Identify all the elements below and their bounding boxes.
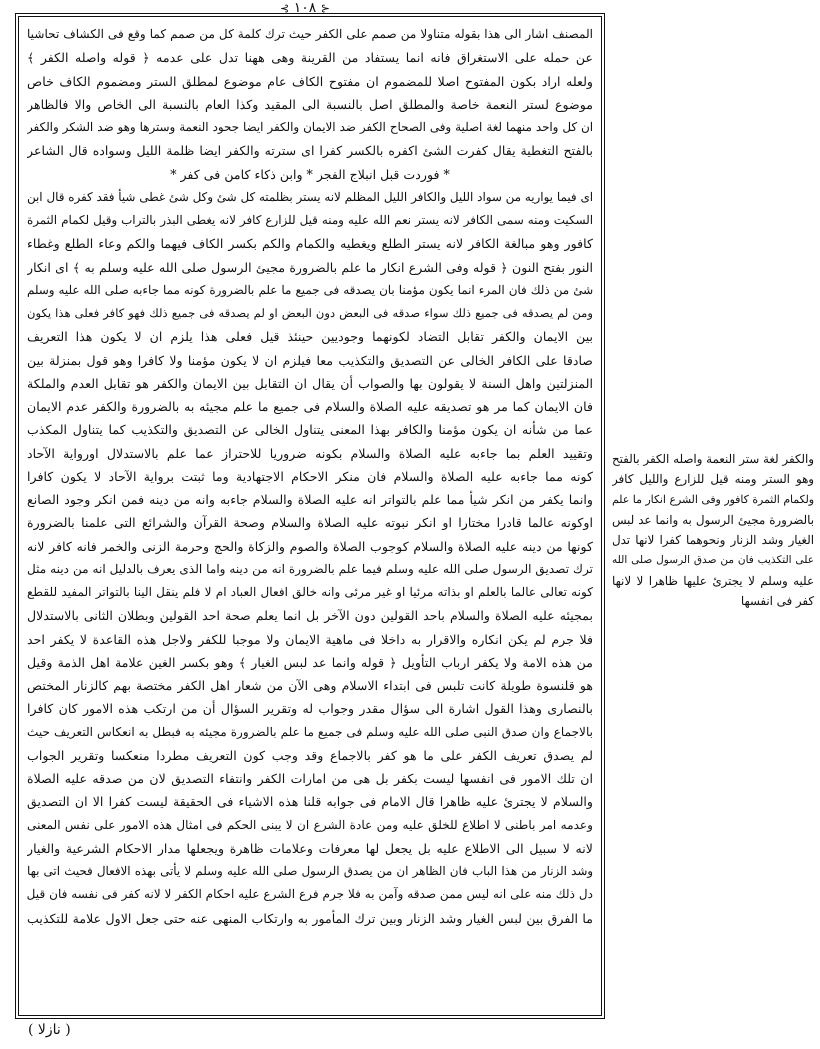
text-line: شئ من ذلك فان المرء انما يكون مؤمنا بان يصدقه فى جميع ما علم بالضرورة كونه مما جاءبه صلى الله عليه وسلم: [27, 282, 593, 297]
text-line: فلا جرم لم يكن انكاره والاقرار به داخلا فى ماهية الايمان ولا موجبا للكفر ولاجل هذه القاعدة لا يكفر احد: [27, 631, 593, 647]
text-line: بالفتح التغطية يقال كفرت الشئ اكفره بالكسر كفرا اى سترته والكفر ايضا ظلمة الليل وسواده قال الشاعر: [27, 143, 593, 159]
margin-line: الغيار وشد الزنار ونحوهما كفرا لانها تدل: [612, 533, 814, 548]
text-line: ما الفرق بين لبس الغيار وشد الزنار وبين ترك المأمور به وارتكاب المنهى عنه حتى جعل الاول علامة للتكذيب: [27, 910, 593, 926]
main-commentary-text: [27, 23, 593, 1011]
text-line: بمجيئه عليه الصلاة والسلام باحد القولين دون الآخر بل انما يعلم صحة احد القولين وبطلان الثانى بالاستدلال: [27, 608, 593, 624]
text-line: بالنصارى وهذا القول اشارة الى سؤال مقدر وجواب له وتقرير السؤال أن من ارتكب هذه الامور كان كافرا: [27, 701, 593, 717]
margin-line: ولكمام الثمرة كافور وفى الشرع انكار ما علم: [612, 492, 814, 506]
text-line: اى فيما يواريه من سواد الليل والكافر الليل المظلم لانه يستر بظلمته كل شئ وكل شئ غطى شيأ فقد كفره قال ابن: [27, 189, 593, 204]
margin-line: كفر فى انفسها: [740, 594, 814, 609]
page-number: ١٠٨: [293, 0, 317, 16]
text-line: هو قلنسوة طويلة كانت تلبس فى ابتداء الاسلام وهى الآن من شعار اهل الكفر مختصة بهم كالزنار المختص: [27, 678, 593, 693]
text-line: دل ذلك منه على انه ليس ممن صدقه وآمن به فلا جرم فرع الشرع عليه احكام الكفر لا لانه كفر فى نفسه فان قيل: [27, 887, 593, 902]
text-line: فان الايمان كما مر هو تصديقه عليه الصلاة والسلام فى جميع ما علم مجيئه به بالضرورة والكفر عدم الايمان: [27, 399, 593, 414]
text-line: صادقا على الكافر الخالى عن التصديق والتكذيب معا فيلزم ان لا يكون مؤمنا ولا كافرا وهو قول بمنزلة بين: [27, 352, 593, 368]
text-line: وعدمه امر باطنى لا اطلاع للخلق عليه ومن عادة الشرع ان لا يبنى الحكم فى امثال هذه الامور على نفس المعنى: [27, 817, 593, 832]
text-line: لانه لا سبيل الى الاطلاع عليه بل يجعل لها معرفات وعلامات ظاهرة ويجعلها مدار الاحكام الشرعية والغيار: [27, 840, 593, 856]
margin-line: والكفر لغة ستر النعمة واصله الكفر بالفتح: [612, 452, 814, 466]
margin-line: على التكذيب فان من صدق الرسول صلى الله: [612, 554, 814, 567]
text-line: المصنف اشار الى هذا بقوله متناولا من صمم على الكفر حيث ترك كلمة كل من صمم كما وقع فى الكشاف تحاشيا: [27, 27, 593, 41]
ornament-right-icon: ⊱: [320, 2, 330, 15]
poetry-verse: * فوردت قبل انبلاج الفجر * وابن ذكاء كامن فى كفر *: [170, 166, 450, 182]
margin-line: وهو الستر ومنه قيل للزارع والليل كافر: [612, 472, 814, 487]
text-line: من هذه الامة ولا يكفر ارباب التأويل ﴿ قوله وانما عد لبس الغيار ﴾ وهو بكسر الغين علامة اهل الذمة وقيل: [27, 654, 593, 670]
text-line: عن حمله على الاستغراق فانه انما يستفاد من القرينة وهى ههنا تدل على عدمه ﴿ قوله واصله الكفر ﴾: [27, 50, 593, 66]
text-line: لم يصدق تعريف الكفر على ما هو كفر بالاجماع وقد وجب كون التعريف مطردا منعكسا وتقرير الجواب: [27, 747, 593, 763]
text-line: موضوع لستر النعمة خاصة والمطلق اصل بالنسبة الى المقيد وكذا العام بالنسبة الى الخاص والا فالظاهر: [27, 96, 593, 112]
footer-signature: ( نازلا ): [28, 1022, 71, 1038]
margin-line: بالضرورة مجيئ الرسول به وانما عد لبس: [612, 512, 814, 527]
text-line: ومن لم يصدقه فى جميع ذلك سواء صدقه فى البعض دون البعض او لم يصدقه فى جميع ذلك فهو كافر فعلى هذا يكون: [27, 306, 593, 320]
text-line: كافور وهو مبالغة الكافر لانه يستر الطلع ويغطيه والكمام والكم بكسر الكاف فيهما والكم وعاء الطلع وغطاء: [27, 236, 593, 252]
text-line: بين الايمان والكفر تقابل التضاد لكونهما وجوديين حينئذ قيل فعلى هذا يلزم ان لا يكون هذا التعريف: [27, 329, 593, 345]
text-line: والسلام لا يجترئ عليه ظاهرا قال الامام فى جوابه قلنا هذه الاشياء فى الحقيقة ليست كفرا الا ان التصديق: [27, 794, 593, 810]
text-line: ان تلك الامور فى انفسها ليست بكفر بل هى من امارات الكفر وانتفاء التصديق لان من صدقه عليه الصلاة: [27, 771, 593, 786]
text-line: النور بفتح النون ﴿ قوله وفى الشرع انكار ما علم بالضرورة مجيئ الرسول صلى الله عليه وسلم به ﴾ اى انكار: [27, 259, 593, 275]
text-frame: [18, 16, 602, 1016]
margin-line: عليه وسلم لا يجترئ عليها ظاهرا لا لانها: [612, 573, 814, 588]
text-line: السكيت ومنه سمى الكافر لانه يستر نعم الله عليه ومنه قيل للزارع كافر لانه يغطى البذر بالتراب وقيل لكمام الثمرة: [27, 213, 593, 227]
text-line: اوكونه عالما قادرا مختارا او انكر نبوته عليه الصلاة والسلام وصحة القرآن والشرائع التى علمنا بالضرورة: [27, 515, 593, 531]
text-line: وتقييد العلم بما جاءبه عليه الصلاة والسلام بكونه ضروريا للاحتراز عما علم بالاستدلال اورواية الآحاد: [27, 445, 593, 461]
text-line: ان كل واحد منهما لغة اصلية وفى الصحاح الكفر ضد الايمان والكفر ايضا جحود النعمة وسترها وهو ضد الشكر والكفر: [27, 120, 593, 134]
text-line: وشد الزنار من هذا الباب فان الظاهر ان من يصدق الرسول صلى الله عليه وسلم لا يأتى بهذه الافعال فحيث اتى بها: [27, 864, 593, 878]
text-line: المنزلتين واهل السنة لا يقولون بها والصواب أن يقال ان التقابل بين الايمان والكفر هو تقابل العدم والملكة: [27, 375, 593, 391]
text-line: ولعله اراد بكون المفتوح اصلا للمضموم ان مفتوح الكاف عام موضوع لمطلق الستر ومضموم الكاف خاص: [27, 73, 593, 89]
text-line: عما من شأنه ان يكون مؤمنا والكافر بهذا المعنى يتناول الخالى عن التصديق والتكذيب كما يتناول المكذب: [27, 422, 593, 438]
ornament-left-icon: ⊰: [280, 2, 290, 15]
text-line: كونه تعالى عالما بالعلم او بذاته مرئيا او غير مرئى وانه خالق افعال العباد ام لا فلم ينقل الينا بالتواتر المفيد للقطع: [27, 585, 593, 599]
text-line: [27, 953, 593, 976]
text-line: وانما يكفر من انكر شيأ مما علم بالتواتر انه عليه الصلاة والسلام جاءبه وانه من دينه فمن انكر وجود الصانع: [27, 492, 593, 507]
text-line: [27, 976, 593, 999]
text-line: [27, 930, 593, 953]
text-line: ترك تصديق الرسول صلى الله عليه وسلم فيما علم بالضرورة انه من دينه واما الذى يعرف بالدليل انه من دينه مثل: [27, 561, 593, 576]
text-line: كونه مما جاءبه عليه الصلاة والسلام فان منكر الاحكام الاجتهادية وما ثبتت برواية الآحاد لا يكون كافرا: [27, 468, 593, 484]
margin-note: [612, 449, 814, 611]
text-line: كونها من دينه عليه الصلاة والسلام كوجوب الصلاة والصوم والزكاة والحج وحرمة الزنى والخمر فانه كافر لانه: [27, 538, 593, 554]
text-line: بالاجماع وان صدق النبى صلى الله عليه وسلم فى جميع ما علم بالضرورة مجيئه به فبطل به انعكاس التعريف حيث: [27, 724, 593, 739]
